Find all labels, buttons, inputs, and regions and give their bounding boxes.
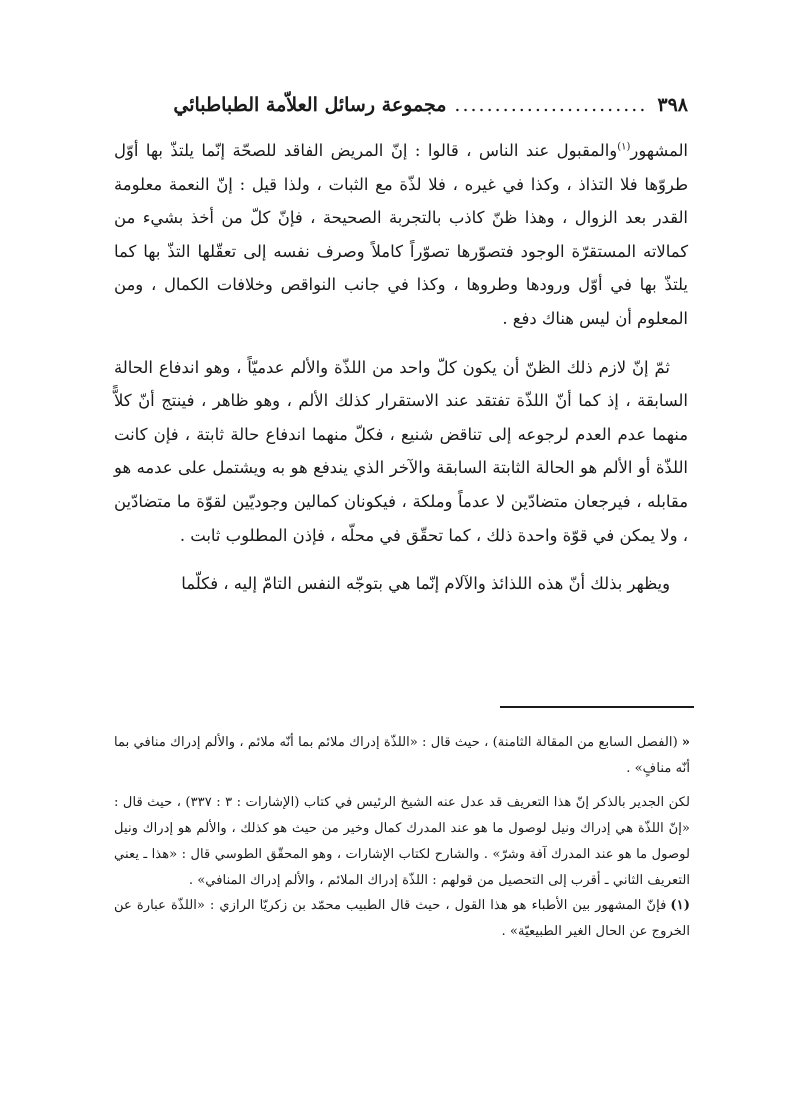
paragraph-1-start: المشهور [630,141,688,160]
footnote-1-number: (١) [670,898,690,914]
paragraph-3: ويظهر بذلك أنّ هذه اللذائذ والآلام إنّما هي بتوجّه النفس التامّ إليه ، فكلّما [181,574,670,594]
book-title: مجموعة رسائل العلاّمة الطباطبائي [173,94,447,116]
footnote-continued [114,730,690,782]
paragraph-1-rest: والمقبول عند الناس ، قالوا : إنّ المريض الفاقد للصحّة إنّما يلتذّ بها أوّل طروّها فلا التذاذ ، وكذا في غيره ، فلا لذّة مع الثبات ، ولذا قيل : إنّ النعمة معلومة القدر بعد الزوال ، وهذا ظنّ كاذب بالتجربة الصحيحة ، فإنّ كلّ من أخذ بشيء من كمالاته المستقرّة الوجود فتصوّرها تصوّراً كاملاً وصرف نفسه إلى تعقّلها التذّ بها كما يلتذّ بها في أوّل ورودها وطروها ، وكذا في جانب النواقص وخلافات الكمال ، ومن المعلوم أن ليس هناك دفع . [114,141,688,328]
footnote-separator [500,706,694,708]
footnote-continued-text: (الفصل السابع من المقالة الثامنة) ، حيث قال : «اللذّة إدراك ملائم بما أنّه ملائم ، والألم إدراك منافي بما أنّه منافٍ» . [114,735,690,776]
footnote-1-text: فإنّ المشهور بين الأطباء هو هذا القول ، حيث قال الطبيب محمّد بن زكريّا الرازي : «اللذّة عبارة عن الخروج عن الحال الغير الطبيعيّة» . [114,898,690,940]
running-header [114,90,688,120]
footnote-commentary: لكن الجدير بالذكر إنّ هذا التعريف قد عدل عنه الشيخ الرئيس في كتاب (الإشارات : ٣ : ٣٣٧) ، حيث قال : «إنّ اللذّة هي إدراك ونيل لوصول ما هو عند المدرك كمال وخير من حيث هو كذلك ، والألم هو إدراك ونيل لوصول ما هو عند المدرك آفة وشرّ» . والشارح لكتاب الإشارات ، وهو المحقّق الطوسي قال : «هذا ـ يعني التعريف الثاني ـ أقرب إلى التحصيل من قولهم : اللذّة إدراك الملائم ، والألم إدراك المنافي» . [114,794,690,888]
paragraph-2: ثمّ إنّ لازم ذلك الظنّ أن يكون كلّ واحد من اللذّة والألم عدميّاً ، وهو اندفاع الحالة السابقة ، إذ كما أنّ اللذّة تفتقد عند الاستقرار كذلك الألم ، وهو ظاهر ، فينتج أنّ كلاًّ منهما عدم العدم لرجوعه إلى تناقض شنيع ، فكلّ منهما اندفاع حالة ثابتة ، فإن كانت اللذّة أو الألم هو الحالة الثابتة السابقة والآخر الذي يندفع هو به ويشتمل على عدمه هو مقابله ، فيرجعان متضادّين لا عدماً وملكة ، فيكونان كمالين وجوديّين لقوّة ما متضادّين ، ولا يمكن في قوّة واحدة ذلك ، كما تحقّق في محلّه ، فإذن المطلوب ثابت . [114,357,688,545]
footnotes [114,730,690,945]
footnote-reference: (١) [617,141,631,153]
page-number: ٣٩٨ [657,94,688,116]
header-leader-dots: ........................ [454,94,648,116]
paragraph-1 [114,134,688,336]
footnote-1 [114,893,690,945]
continuation-mark: « [681,735,690,750]
main-text [114,134,688,616]
